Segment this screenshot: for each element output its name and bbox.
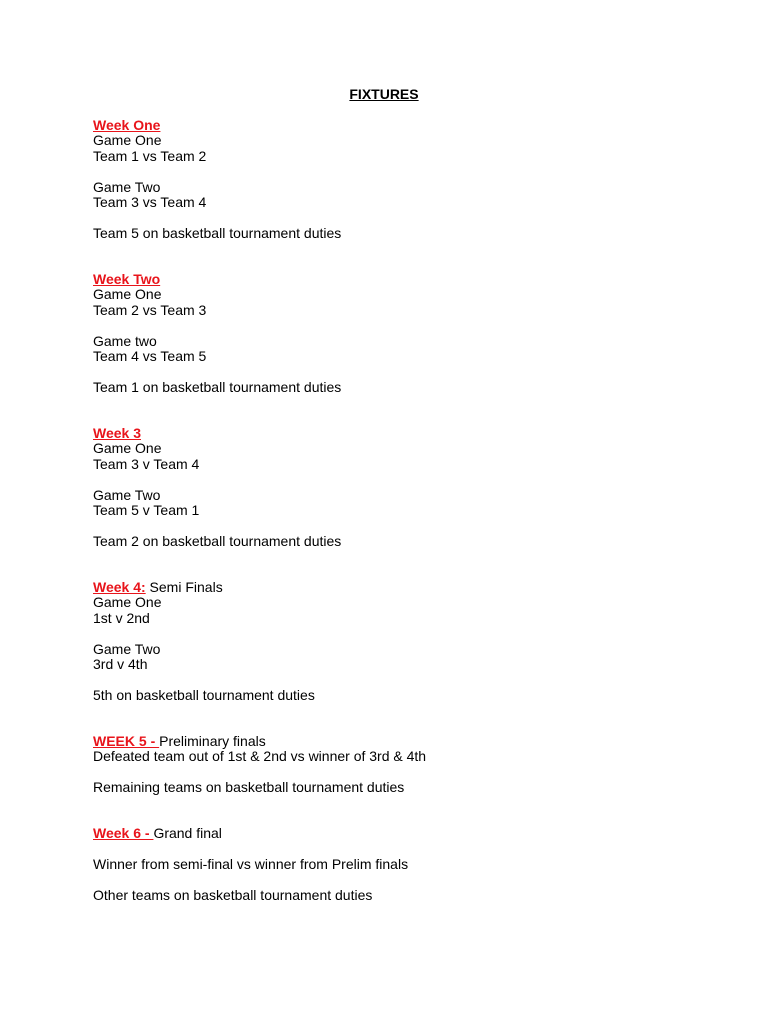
week-heading-line [93, 426, 713, 441]
matchup: Team 4 vs Team 5 [93, 347, 207, 364]
matchup: Winner from semi-final vs winner from Prelim finals [93, 855, 409, 872]
week-section-4 [93, 580, 713, 703]
game-label: Game One [93, 286, 162, 303]
matchup: 3rd v 4th [93, 655, 148, 672]
page-title: FIXTURES [349, 86, 419, 102]
week-section-6 [93, 826, 713, 903]
week-section-2 [93, 272, 713, 395]
week-section-1 [93, 118, 713, 241]
week-subtitle: Preliminary finals [159, 733, 266, 749]
duties-note: Team 2 on basketball tournament duties [93, 532, 342, 549]
week-heading: Week 4: [93, 579, 146, 595]
duties-note: Team 1 on basketball tournament duties [93, 378, 342, 395]
week-subtitle: Grand final [153, 825, 222, 841]
matchup: Team 2 vs Team 3 [93, 301, 207, 318]
matchup: 1st v 2nd [93, 609, 150, 626]
duties-note: Other teams on basketball tournament duties [93, 886, 373, 903]
week-heading-line [93, 580, 713, 595]
matchup: Team 3 v Team 4 [93, 455, 200, 472]
week-heading-line [93, 118, 713, 133]
week-subtitle: Semi Finals [145, 579, 223, 595]
game-label: Game One [93, 132, 162, 149]
week-heading: WEEK 5 - [93, 733, 160, 749]
week-heading: Week One [93, 117, 161, 133]
game-label: Game Two [93, 640, 161, 657]
game-label: Game Two [93, 486, 161, 503]
duties-note: 5th on basketball tournament duties [93, 686, 315, 703]
week-heading: Week Two [93, 271, 161, 287]
game-label: Game Two [93, 178, 161, 195]
duties-note: Team 5 on basketball tournament duties [93, 224, 342, 241]
game-label: Game two [93, 332, 157, 349]
week-heading-line [93, 734, 713, 749]
duties-note: Remaining teams on basketball tournament duties [93, 779, 405, 796]
matchup: Team 1 vs Team 2 [93, 147, 207, 164]
week-heading-line [93, 826, 713, 841]
week-heading: Week 6 - [93, 825, 154, 841]
matchup: Defeated team out of 1st & 2nd vs winner of 3rd & 4th [93, 748, 427, 765]
matchup: Team 3 vs Team 4 [93, 193, 207, 210]
week-heading-line [93, 272, 713, 287]
week-section-5 [93, 734, 713, 796]
game-label: Game One [93, 594, 162, 611]
week-heading: Week 3 [93, 425, 141, 441]
week-section-3 [93, 426, 713, 549]
matchup: Team 5 v Team 1 [93, 501, 200, 518]
game-label: Game One [93, 440, 162, 457]
